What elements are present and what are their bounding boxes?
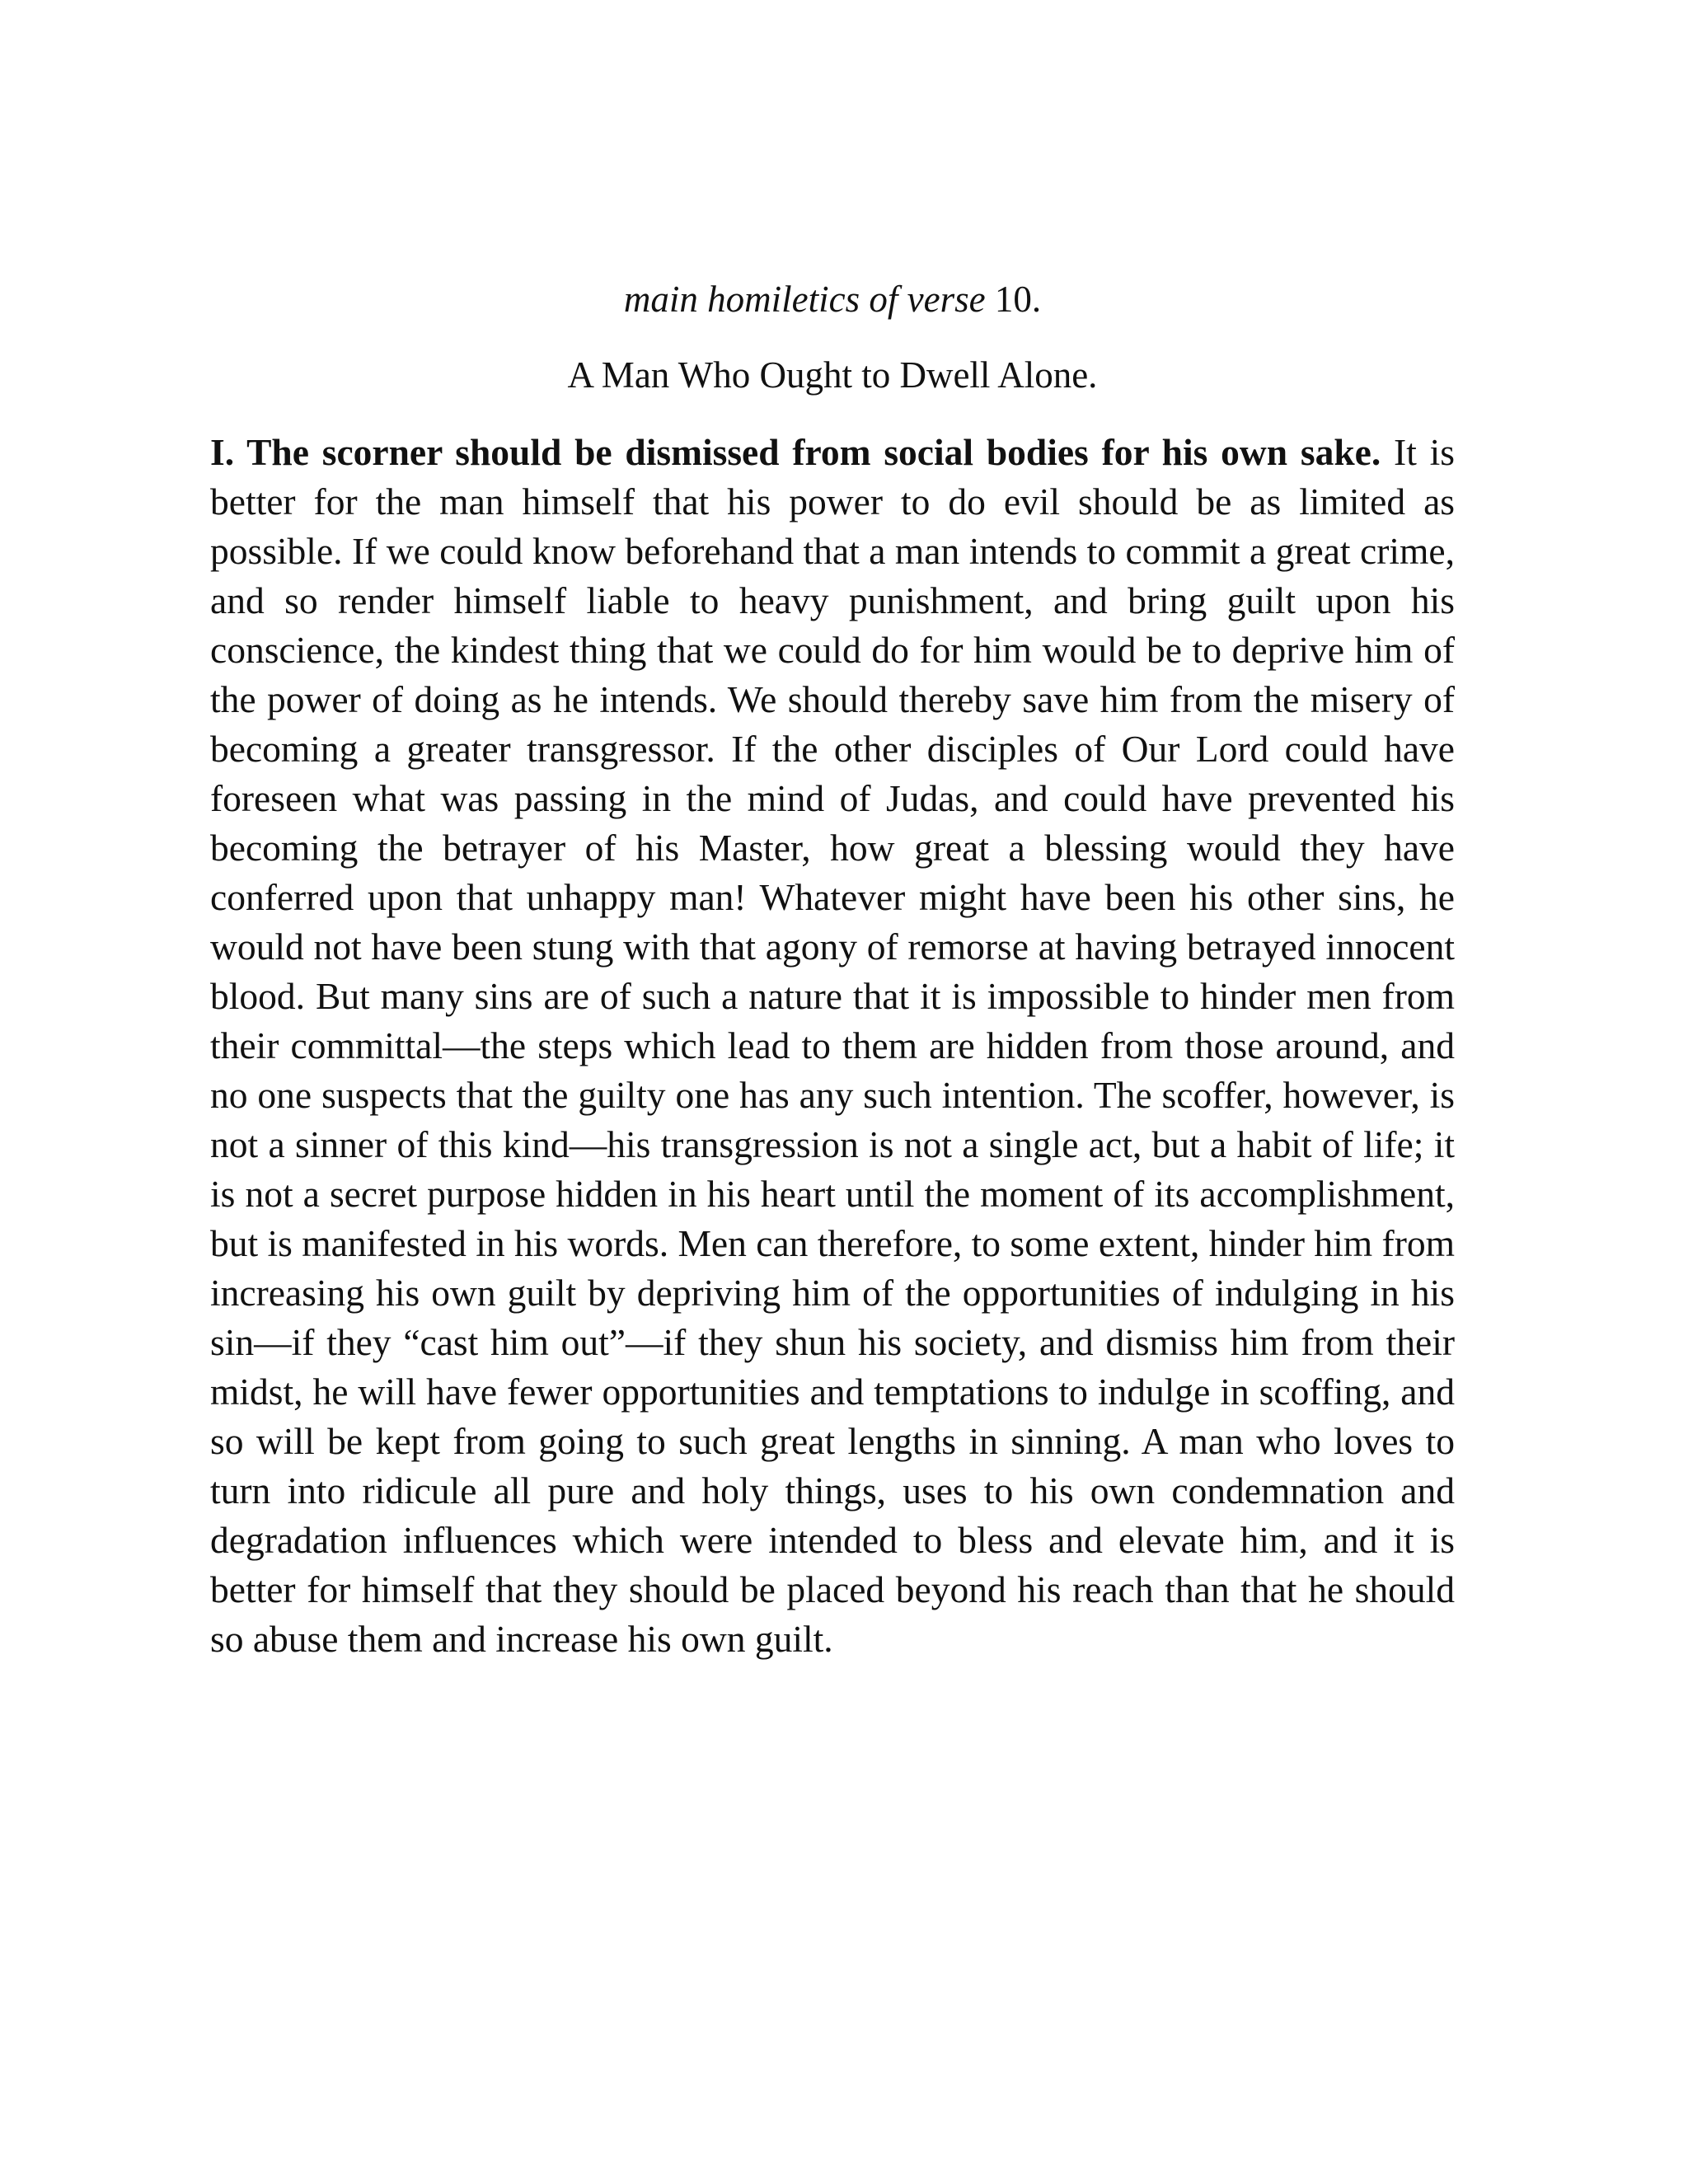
body-paragraph bbox=[210, 428, 1455, 1664]
heading-italic-text: main homiletics of verse bbox=[623, 279, 986, 320]
verse-number: 10. bbox=[994, 279, 1042, 320]
paragraph-body: It is better for the man himself that his power to do evil should be as limited as possible. If we could know beforehand that a man intends to commit a great crime, and so render himself liable to heavy punishment, and bring guilt upon his conscience, the kindest thing that we could do for him would be to deprive him of the power of doing as he intends. We should thereby save him from the misery of becoming a greater transgressor. If the other disciples of Our Lord could have foreseen what was passing in the mind of Judas, and could have prevented his becoming the betrayer of his Master, how great a blessing would they have conferred upon that unhappy man! Whatever might have been his other sins, he would not have been stung with that agony of remorse at having betrayed innocent blood. But many sins are of such a nature that it is impossible to hinder men from their committal—the steps which lead to them are hidden from those around, and no one suspects that the guilty one has any such intention. The scoffer, however, is not a sinner of this kind—his transgression is not a single act, but a habit of life; it is not a secret purpose hidden in his heart until the moment of its accomplishment, but is manifested in his words. Men can therefore, to some extent, hinder him from increasing his own guilt by depriving him of the opportunities of indulging in his sin—if they “cast him out”—if they shun his society, and dismiss him from their midst, he will have fewer opportunities and temptations to indulge in scoffing, and so will be kept from going to such great lengths in sinning. A man who loves to turn into ridicule all pure and holy things, uses to his own condemnation and degradation influences which were intended to bless and elevate him, and it is better for himself that they should be placed beyond his reach than that he should so abuse them and increase his own guilt. bbox=[210, 431, 1456, 1660]
document-page bbox=[210, 276, 1455, 1664]
page-title: A Man Who Ought to Dwell Alone. bbox=[567, 354, 1098, 396]
paragraph-lead: I. The scorner should be dismissed from social bodies for his own sake. bbox=[210, 431, 1381, 473]
section-heading bbox=[210, 276, 1455, 322]
